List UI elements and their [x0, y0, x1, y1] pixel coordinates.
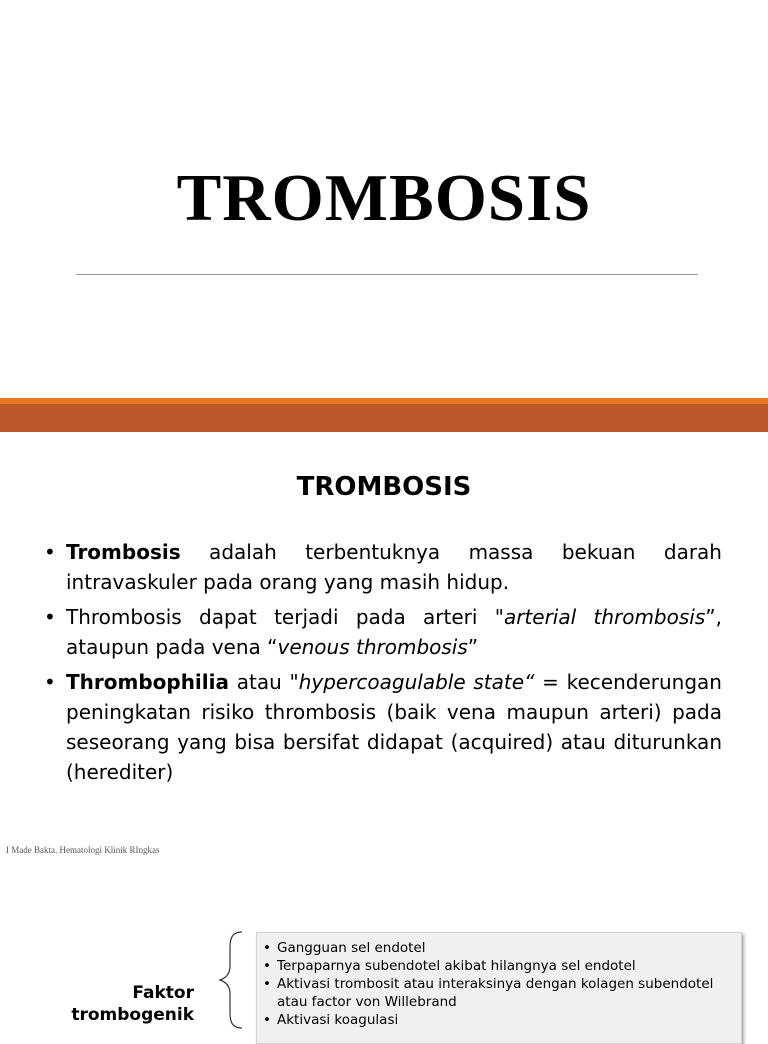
bullet-list	[44, 537, 722, 792]
bullet-term: Thrombophilia	[66, 670, 229, 694]
factor-item: • Aktivasi koagulasi	[277, 1011, 733, 1029]
bullet-italic: hypercoagulable state“ =	[298, 670, 559, 694]
faktor-label-line: trombogenik	[71, 1005, 194, 1025]
factor-box	[256, 932, 742, 1044]
slide-2-title: TROMBOSIS	[296, 472, 472, 502]
bullet-item	[44, 602, 722, 662]
faktor-label	[60, 982, 194, 1026]
accent-band-dark	[0, 404, 768, 432]
bullet-italic: arterial thrombosis	[503, 605, 706, 629]
slide-1-title: TROMBOSIS	[176, 161, 592, 235]
factor-list	[257, 933, 741, 1029]
bullet-item	[44, 537, 722, 597]
bullet-text: ”	[467, 635, 479, 659]
title-divider	[76, 274, 698, 275]
bullet-text: adalah terbentuknya massa bekuan darah intravaskuler pada orang yang masih hidup.	[66, 540, 722, 594]
bullet-text: kecenderungan peningkatan risiko thrombosis (baik vena maupun arteri) pada seseorang yang bisa bersifat didapat (acquired) atau diturunkan (herediter)	[66, 670, 722, 784]
factor-item: • Terpaparnya subendotel akibat hilangnya sel endotel	[277, 957, 733, 975]
bullet-term: Trombosis	[66, 540, 181, 564]
bullet-text: Thrombosis dapat terjadi pada arteri "	[66, 605, 504, 629]
brace-icon	[216, 930, 246, 1030]
bullet-text: atau "	[229, 670, 299, 694]
faktor-label-line: Faktor	[132, 983, 194, 1003]
citation: I Made Bakta. Hematologi Klinik RIngkas	[6, 845, 160, 855]
bullet-item	[44, 667, 722, 787]
factor-item: • Aktivasi trombosit atau interaksinya dengan kolagen subendotel atau factor von Willebrand	[277, 975, 733, 1011]
bullet-text: ”, ataupun pada vena “	[66, 605, 722, 659]
bullet-italic: venous thrombosis	[277, 635, 468, 659]
factor-item: • Gangguan sel endotel	[277, 939, 733, 957]
